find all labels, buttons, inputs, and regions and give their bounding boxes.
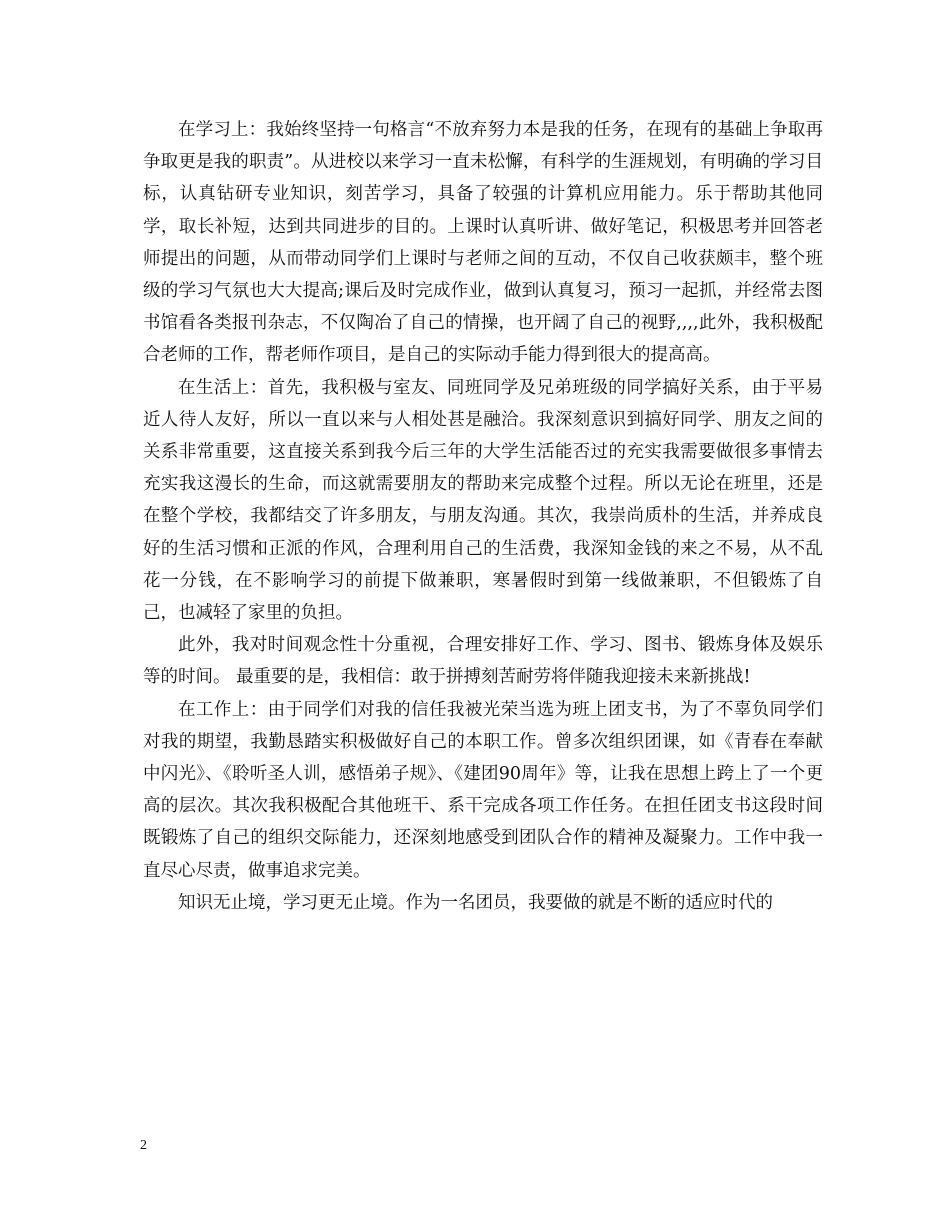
paragraph-time: 此外，我对时间观念性十分重视，合理安排好工作、学习、图书、锻炼身体及娱乐等的时间。 最重要的是，我相信：敢于拼搏刻苦耐劳将伴随我迎接未来新挑战! <box>143 635 823 688</box>
page-number: 2 <box>140 1138 147 1153</box>
paragraph-study: 在学习上：我始终坚持一句格言“不放弃努力本是我的任务，在现有的基础上争取再争取更是我的职责”。从进校以来学习一直未松懈，有科学的生涯规划，有明确的学习目标，认真钻研专业知识，刻苦学习，具备了较强的计算机应用能力。乐于帮助其他同学，取长补短，达到共同进步的目的。上课时认真听讲、做好笔记，积极思考并回答老师提出的问题，从而带动同学们上课时与老师之间的互动，不仅自己收获颇丰，整个班级的学习气氛也大大提高;课后及时完成作业，做到认真复习，预习一起抓，并经常去图书馆看各类报刊杂志，不仅陶冶了自己的情操，也开阔了自己的视野,,,,此外，我积极配合老师的工作，帮老师作项目，是自己的实际动手能力得到很大的提高高。 <box>143 120 823 366</box>
document-body <box>143 114 823 919</box>
paragraph-work: 在工作上：由于同学们对我的信任我被光荣当选为班上团支书，为了不辜负同学们对我的期望，我勤恳踏实积极做好自己的本职工作。曾多次组织团课，如《青春在奉献中闪光》、《聆听圣人训，感悟弟子规》、《建团90周年》等，让我在思想上跨上了一个更高的层次。其次我积极配合其他班干、系干完成各项工作任务。在担任团支书这段时间既锻炼了自己的组织交际能力，还深刻地感受到团队合作的精神及凝聚力。工作中我一直尽心尽责，做事追求完美。 <box>143 699 823 881</box>
paragraph-life: 在生活上：首先，我积极与室友、同班同学及兄弟班级的同学搞好关系，由于平易近人待人友好，所以一直以来与人相处甚是融洽。我深刻意识到搞好同学、朋友之间的关系非常重要，这直接关系到我今后三年的大学生活能否过的充实我需要做很多事情去充实我这漫长的生命，而这就需要朋友的帮助来完成整个过程。所以无论在班里，还是在整个学校，我都结交了许多朋友，与朋友沟通。其次，我崇尚质朴的生活，并养成良好的生活习惯和正派的作风，合理利用自己的生活费，我深知金钱的来之不易，从不乱花一分钱，在不影响学习的前提下做兼职，寒暑假时到第一线做兼职，不但锻炼了自己，也减轻了家里的负担。 <box>143 377 823 624</box>
paragraph-knowledge: 知识无止境，学习更无止境。作为一名团员，我要做的就是不断的适应时代的 <box>178 892 773 913</box>
